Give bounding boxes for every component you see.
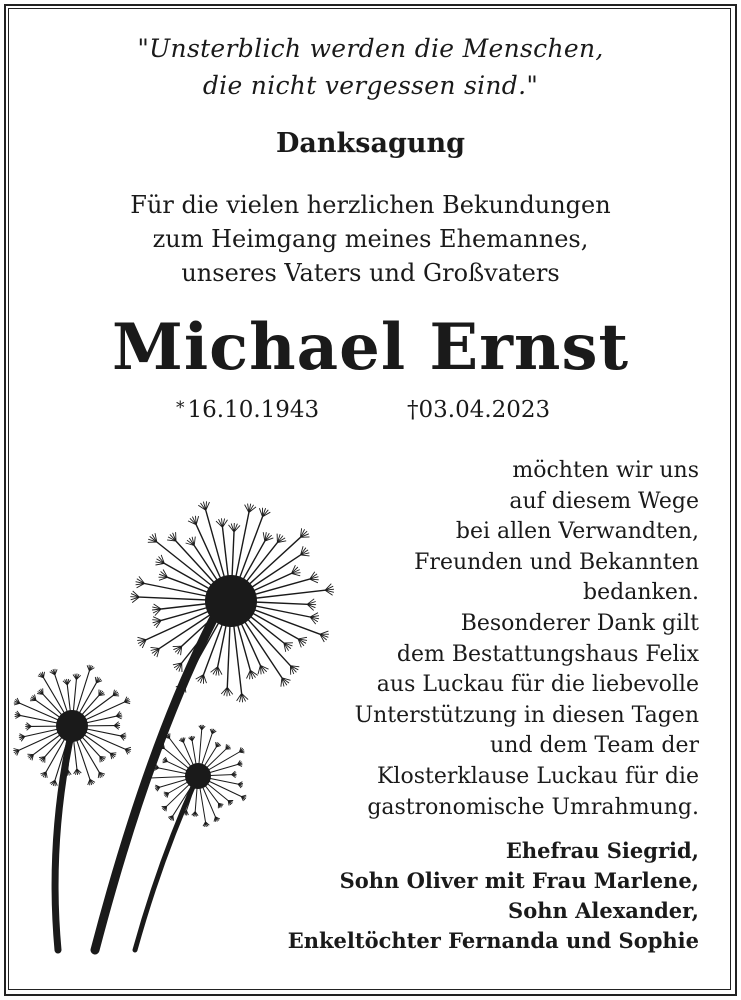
memorial-quote: [0, 30, 741, 104]
intro-line: Für die vielen herzlichen Bekundungen: [130, 191, 611, 219]
body-line: und dem Team der: [490, 733, 699, 759]
death-cross-icon: †: [407, 397, 419, 423]
birth-date: [176, 397, 319, 423]
quote-line-2: die nicht vergessen sind.": [202, 71, 539, 100]
deceased-name: Michael Ernst: [111, 310, 630, 385]
body-line: Besonderer Dank gilt: [460, 610, 699, 636]
quote-line-1: "Unsterblich werden die Menschen,: [137, 34, 604, 63]
birth-date-value: 16.10.1943: [187, 397, 320, 423]
intro-line: zum Heimgang meines Ehemannes,: [152, 225, 589, 253]
body-line: Klosterklause Luckau für die: [376, 763, 699, 789]
body-line: dem Bestattungshaus Felix: [396, 641, 699, 667]
body-line: aus Luckau für die liebevolle: [376, 672, 699, 698]
signature-line: Ehefrau Siegrid,: [505, 838, 699, 863]
death-date: [407, 397, 550, 423]
signatures: [288, 836, 699, 956]
death-date-value: 03.04.2023: [418, 397, 551, 423]
signature-line: Enkeltöchter Fernanda und Sophie: [287, 928, 699, 953]
body-line: bei allen Verwandten,: [455, 519, 699, 545]
body-line: gastronomische Umrahmung.: [367, 794, 699, 820]
body-line: Freunden und Bekannten: [414, 549, 699, 575]
body-line: möchten wir uns: [512, 458, 699, 483]
intro-line: unseres Vaters und Großvaters: [181, 259, 560, 287]
body-line: Unterstützung in diesen Tagen: [354, 702, 699, 728]
birth-star-icon: *: [176, 398, 185, 418]
intro-text: [0, 188, 741, 290]
heading-danksagung: Danksagung: [276, 128, 465, 159]
signature-line: Sohn Alexander,: [508, 898, 699, 923]
body-line: bedanken.: [583, 580, 699, 606]
body-text: [355, 456, 699, 823]
signature-line: Sohn Oliver mit Frau Marlene,: [339, 868, 699, 893]
body-line: auf diesem Wege: [509, 488, 699, 514]
